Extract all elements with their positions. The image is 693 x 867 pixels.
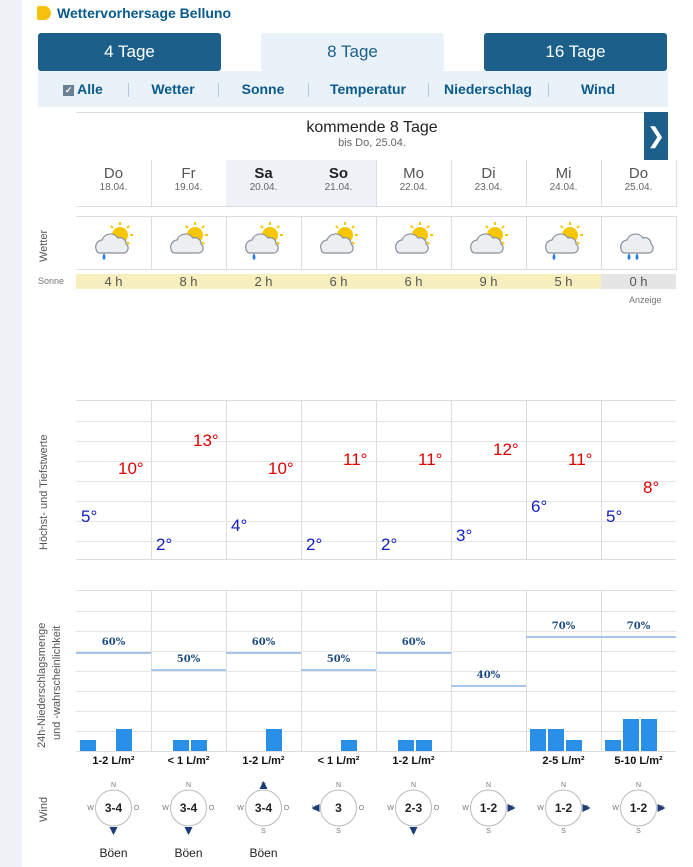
compass-icon	[226, 778, 301, 838]
grid-line	[76, 521, 676, 522]
gust-label: Böen	[174, 846, 203, 860]
max-temp: 11°	[343, 449, 368, 469]
compass-icon	[601, 778, 676, 838]
wind-axis-label: Wind	[38, 796, 50, 822]
compass-letter: W	[462, 805, 469, 812]
day-header	[151, 160, 227, 207]
day-header	[301, 160, 377, 207]
min-temp: 3°	[456, 525, 473, 545]
precip-bar	[605, 740, 621, 751]
wind-rose	[76, 778, 151, 860]
wind-force: 1-2	[629, 801, 648, 815]
precip-bar	[116, 729, 132, 751]
day-header	[226, 160, 302, 207]
weather-cell	[226, 216, 302, 270]
precip-bar	[266, 729, 282, 751]
compass-letter: W	[87, 805, 94, 812]
probability-line	[601, 636, 676, 638]
precip-bar	[341, 740, 357, 751]
cloud-rain-icon	[615, 219, 663, 268]
precip-bar	[416, 740, 432, 751]
precip-bar	[623, 719, 639, 751]
compass-letter: S	[261, 828, 266, 835]
filter-sonne[interactable]: Sonne	[218, 81, 308, 97]
day-header	[376, 160, 452, 207]
weather-cell	[301, 216, 377, 270]
day-name: Do	[103, 165, 124, 182]
grid-line	[151, 401, 152, 559]
precip-bar	[173, 740, 189, 751]
compass-letter: O	[283, 805, 290, 812]
day-name: Sa	[254, 165, 273, 182]
weather-cell	[601, 216, 677, 270]
widget-title	[37, 4, 231, 22]
wind-rose	[376, 778, 451, 838]
wind-rose	[301, 778, 376, 838]
sun-hours: 0 h	[601, 274, 677, 289]
title-marker-icon	[37, 6, 51, 20]
max-temp: 11°	[418, 449, 443, 469]
weather-cell	[526, 216, 602, 270]
weather-cell	[451, 216, 527, 270]
probability-line	[151, 669, 226, 671]
filter-wind[interactable]: Wind	[548, 81, 648, 97]
grid-line	[451, 401, 452, 559]
anzeige-label: Anzeige	[629, 295, 662, 305]
compass-letter: N	[410, 782, 417, 789]
min-temp: 5°	[606, 506, 623, 526]
range-tabs	[38, 33, 668, 71]
day-date: 23.04.	[474, 182, 503, 193]
grid-line	[601, 401, 602, 559]
compass-icon	[76, 778, 151, 838]
weather-cell	[376, 216, 452, 270]
wind-force: 1-2	[479, 801, 498, 815]
sun-hours: 5 h	[526, 274, 602, 289]
wind-force: 1-2	[554, 801, 573, 815]
precip-bar	[398, 740, 414, 751]
probability-label: 50%	[326, 653, 351, 665]
sun-cloud-rain-icon	[240, 219, 288, 268]
filter-all[interactable]: ✓ Alle	[64, 81, 103, 97]
precip-amount: < 1 L/m²	[317, 755, 360, 767]
grid-line	[226, 401, 227, 559]
grid-line	[76, 691, 676, 692]
probability-line	[526, 636, 601, 638]
min-temp: 6°	[531, 497, 548, 516]
tab-8-days[interactable]: 8 Tage	[261, 33, 444, 71]
grid-line	[76, 481, 676, 482]
compass-letter: W	[612, 805, 619, 812]
min-temp: 4°	[231, 516, 248, 535]
wind-rose	[226, 778, 301, 860]
compass-letter: W	[387, 805, 394, 812]
sun-hours: 4 h	[76, 274, 152, 289]
temp-axis-label: Höchst- und Tiefstwerte	[38, 434, 50, 550]
grid-line	[76, 671, 676, 672]
probability-label: 60%	[101, 637, 126, 648]
compass-letter: O	[358, 805, 365, 812]
probability-line	[76, 652, 151, 654]
grid-line	[526, 401, 527, 559]
day-date: 19.04.	[174, 182, 203, 193]
filter-wetter[interactable]: Wetter	[128, 81, 218, 97]
probability-label: 60%	[251, 637, 276, 648]
probability-line	[376, 652, 451, 654]
day-date: 24.04.	[549, 182, 578, 193]
grid-line	[76, 421, 676, 422]
filter-temperatur[interactable]: Temperatur	[308, 81, 428, 97]
compass-letter: N	[560, 782, 567, 789]
compass-letter: O	[133, 805, 140, 812]
sun-hours: 2 h	[226, 274, 302, 289]
tab-4-days[interactable]: 4 Tage	[38, 33, 221, 71]
probability-line	[226, 652, 301, 654]
compass-letter: O	[208, 805, 215, 812]
precip-bar	[641, 719, 657, 751]
compass-letter: N	[335, 782, 342, 789]
compass-letter: O	[433, 805, 440, 812]
min-temp: 2°	[306, 535, 323, 554]
day-date: 22.04.	[399, 182, 428, 193]
weather-cell	[76, 216, 152, 270]
compass-letter: W	[237, 805, 244, 812]
compass-letter: N	[185, 782, 192, 789]
tab-16-days[interactable]: 16 Tage	[484, 33, 667, 71]
compass-icon	[376, 778, 451, 838]
grid-line	[76, 501, 676, 502]
probability-label: 70%	[551, 620, 576, 632]
precip-bar	[191, 740, 207, 751]
probability-line	[451, 685, 526, 687]
compass-letter: N	[485, 782, 492, 789]
probability-label: 70%	[626, 620, 651, 632]
wind-rose	[601, 778, 676, 838]
precipitation-chart	[76, 590, 676, 752]
precip-amount: 2-5 L/m²	[542, 755, 585, 767]
compass-letter: W	[537, 805, 544, 812]
wind-force: 3-4	[179, 801, 198, 815]
compass-letter: N	[110, 782, 117, 789]
grid-line	[376, 401, 377, 559]
sun-hours: 6 h	[301, 274, 377, 289]
precip-bar	[80, 740, 96, 751]
min-temp: 5°	[81, 506, 98, 526]
wind-rose	[526, 778, 601, 838]
sun-hours: 6 h	[376, 274, 452, 289]
probability-label: 40%	[476, 670, 501, 681]
day-name: Do	[628, 165, 649, 182]
precip-bar	[530, 729, 546, 751]
max-temp: 8°	[643, 478, 660, 497]
day-name: Mi	[555, 165, 572, 182]
sun-hours: 8 h	[151, 274, 227, 289]
grid-line	[301, 401, 302, 559]
day-name: Mo	[403, 165, 424, 182]
day-header	[526, 160, 602, 207]
wind-force: 3-4	[104, 801, 123, 815]
precip-amount: 1-2 L/m²	[242, 755, 285, 767]
sun-cloud-rain-icon	[90, 219, 138, 268]
gust-label: Böen	[249, 846, 278, 860]
min-temp: 2°	[156, 535, 173, 554]
max-temp: 10°	[118, 459, 144, 478]
day-header	[451, 160, 527, 207]
compass-letter: N	[635, 782, 642, 789]
precip-bar	[548, 729, 564, 751]
sun-hours: 9 h	[451, 274, 527, 289]
grid-line	[76, 611, 676, 612]
grid-line	[76, 441, 676, 442]
compass-icon	[151, 778, 226, 838]
precip-bar	[566, 740, 582, 751]
prec-axis-label-2: und -wahrscheinlichkeit	[51, 625, 63, 740]
precip-amount: 1-2 L/m²	[392, 755, 435, 767]
max-temp: 12°	[493, 440, 519, 459]
wind-rose	[451, 778, 526, 838]
wetter-label: Wetter	[38, 229, 50, 262]
day-date: 21.04.	[324, 182, 353, 193]
gust-label: Böen	[99, 846, 128, 860]
precip-amount: 5-10 L/m²	[614, 755, 663, 767]
day-header	[76, 160, 152, 207]
max-temp: 11°	[568, 449, 593, 469]
period-title: kommende 8 Tage	[306, 119, 438, 136]
wind-force: 3	[335, 801, 342, 815]
prec-axis-label-1: 24h-Niederschlagsmenge	[36, 622, 48, 748]
day-header	[601, 160, 677, 207]
sun-cloud-icon	[465, 219, 513, 268]
weather-cell	[151, 216, 227, 270]
wind-force: 3-4	[254, 801, 273, 815]
filter-bar	[38, 71, 668, 107]
wind-rose	[151, 778, 226, 860]
grid-line	[76, 731, 676, 732]
sun-cloud-icon	[315, 219, 363, 268]
day-date: 25.04.	[624, 182, 653, 193]
probability-line	[301, 669, 376, 671]
min-temp: 2°	[381, 535, 398, 554]
next-button[interactable]: ❯	[644, 112, 668, 160]
max-temp: 10°	[268, 459, 294, 478]
day-name: Fr	[181, 165, 196, 182]
day-date: 20.04.	[249, 182, 278, 193]
temperature-chart	[76, 400, 676, 560]
compass-letter: S	[336, 828, 341, 835]
compass-icon	[301, 778, 376, 838]
compass-letter: S	[486, 828, 491, 835]
filter-niederschlag[interactable]: Niederschlag	[428, 81, 548, 97]
probability-label: 50%	[176, 653, 201, 665]
day-name: So	[328, 165, 349, 182]
compass-letter: S	[636, 828, 641, 835]
precip-amount: 1-2 L/m²	[92, 755, 135, 767]
precip-amount: < 1 L/m²	[167, 755, 210, 767]
title-text: Wettervorhersage Belluno	[57, 5, 232, 21]
day-name: Di	[481, 165, 496, 182]
compass-letter: W	[162, 805, 169, 812]
period-header	[76, 112, 668, 161]
compass-icon	[451, 778, 526, 838]
forecast-widget	[22, 0, 693, 867]
wind-force: 2-3	[404, 801, 423, 815]
checkbox-icon[interactable]: ✓	[64, 84, 73, 95]
period-subtitle: bis Do, 25.04.	[338, 137, 406, 149]
compass-letter: S	[561, 828, 566, 835]
grid-line	[76, 711, 676, 712]
day-date: 18.04.	[99, 182, 128, 193]
left-margin	[0, 0, 22, 867]
sun-cloud-rain-icon	[540, 219, 588, 268]
sun-cloud-icon	[390, 219, 438, 268]
sonne-label: Sonne	[38, 276, 65, 286]
compass-icon	[526, 778, 601, 838]
max-temp: 13°	[193, 430, 219, 450]
sun-cloud-icon	[165, 219, 213, 268]
probability-label: 60%	[401, 637, 426, 648]
